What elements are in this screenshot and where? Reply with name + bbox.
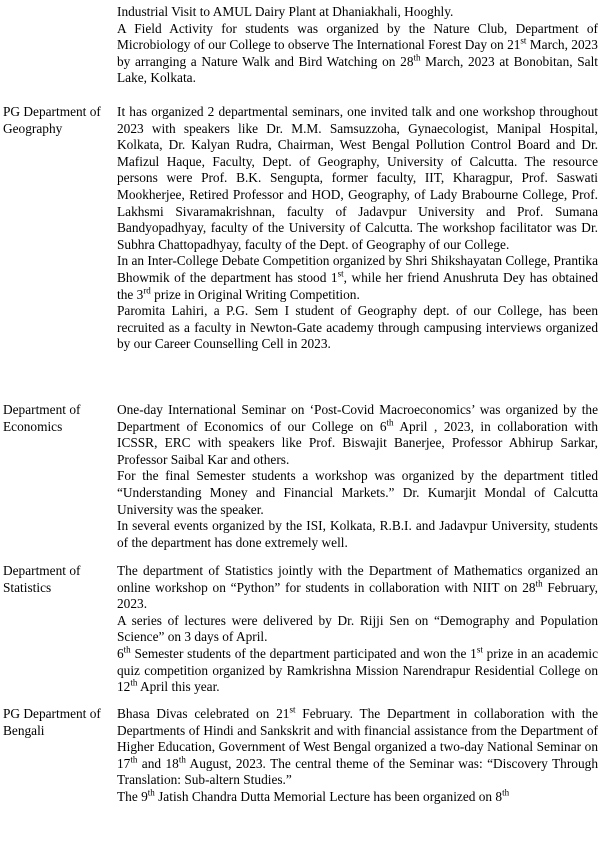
text-run: A Field Activity for students was organized by the Nature Club, Department of Microbiology of our College to observe The International Forest Day on 21: [117, 20, 598, 53]
superscript: rd: [143, 285, 151, 296]
text-run: prize in Original Writing Competition.: [150, 286, 360, 302]
department-label: PG Department of Bengali: [3, 706, 101, 738]
superscript: st: [520, 35, 527, 46]
department-label: PG Department of Geography: [3, 104, 101, 136]
paragraph: [117, 789, 598, 806]
superscript: th: [130, 677, 138, 688]
paragraph: [117, 518, 598, 551]
text-run: August, 2023. The central theme of the Seminar was: “Discovery Through Translation: Sub-altern Studies.”: [117, 755, 598, 788]
superscript: th: [413, 52, 421, 63]
text-run: For the final Semester students a workshop was organized by the department titled “Understanding Money and Financial Markets.” Dr. Kumarjit Mondal of Calcutta University was the speaker.: [117, 468, 598, 517]
section-body: [117, 706, 598, 806]
paragraph: [117, 104, 598, 253]
text-run: The 9: [117, 788, 148, 804]
paragraph: [117, 706, 598, 789]
superscript: th: [130, 754, 138, 765]
paragraph: [117, 253, 598, 303]
paragraph: [117, 468, 598, 518]
text-run: , while her friend Anushruta Dey has obtained the 3: [117, 269, 598, 302]
text-run: March, 2023 at Bonobitan, Salt Lake, Kolkata.: [117, 53, 599, 86]
paragraph: [117, 21, 598, 87]
department-label: Department of Economics: [3, 402, 81, 434]
text-run: prize in an academic quiz competition organized by Ramkrishna Mission Narendrapur Residential College on 12: [117, 645, 598, 695]
superscript: th: [178, 754, 186, 765]
text-run: February, 2023.: [117, 579, 599, 612]
text-run: April this year.: [137, 679, 220, 695]
superscript: th: [502, 787, 510, 798]
section-body: [117, 402, 598, 551]
paragraph: [117, 563, 598, 613]
text-run: March, 2023 by arranging a Nature Walk and Bird Watching on 28: [117, 37, 598, 69]
text-run: Paromita Lahiri, a P.G. Sem I student of Geography dept. of our College, has been recruited as a faculty in Newton-Gate academy through campusing interviews organized by our Career Counselling Cell in 2023.: [117, 303, 598, 352]
text-run: April , 2023, in collaboration with ICSSR, ERC with speakers like Prof. Biswajit Banerjee, Professor Abhirup Sarkar, Professor Saibal Kar and others.: [117, 418, 598, 467]
superscript: th: [386, 417, 394, 428]
superscript: th: [147, 787, 155, 798]
paragraph: [117, 613, 598, 646]
section-body: [117, 563, 598, 696]
superscript: st: [476, 644, 483, 655]
department-label: Department of Statistics: [3, 563, 81, 595]
text-run: Bhasa Divas celebrated on 21: [117, 706, 290, 721]
text-run: Semester students of the department participated and won the 1: [130, 645, 477, 661]
text-run: and 18: [137, 755, 179, 771]
section-body: [117, 104, 598, 353]
text-run: In several events organized by the ISI, Kolkata, R.B.I. and Jadavpur University, students of the department has done extremely well.: [117, 518, 598, 550]
superscript: th: [535, 578, 543, 589]
text-run: A series of lectures were delivered by Dr. Rijji Sen on “Demography and Population Science” on 3 days of April.: [117, 612, 598, 645]
text-run: In an Inter-College Debate Competition organized by Shri Shikshayatan College, Prantika Bhowmik of the department has stood 1: [117, 253, 598, 285]
superscript: th: [123, 644, 131, 655]
paragraph: [117, 4, 598, 21]
paragraph: [117, 646, 598, 696]
superscript: st: [337, 268, 344, 279]
continued-body: [117, 4, 598, 87]
text-run: One-day International Seminar on ‘Post-Covid Macroeconomics’ was organized by the Department of Economics of our College on 6: [117, 402, 598, 434]
text-run: Jatish Chandra Dutta Memorial Lecture has been organized on 8: [154, 788, 503, 804]
text-run: The department of Statistics jointly with the Department of Mathematics organized an online workshop on “Python” for students in collaboration with NIIT on 28: [117, 563, 598, 595]
paragraph: [117, 303, 598, 353]
paragraph: [117, 402, 598, 468]
superscript: st: [289, 704, 296, 715]
text-run: Industrial Visit to AMUL Dairy Plant at Dhaniakhali, Hooghly.: [117, 4, 454, 19]
text-run: It has organized 2 departmental seminars, one invited talk and one workshop throughout 2023 with speakers like Dr. M.M. Samsuzzoha, Gynaecologist, Manipal Hospital, Kolkata, Dr. Kalyan Rudra, Chairman, West Bengal Pollution Control Board and Dr. Mafizul Haque, Faculty, Dept. of Geography, University of Calcutta. The resource persons were Prof. B.K. Sengupta, former faculty, IIT, Kharagpur, Prof. Saswati Mookherjee, Retired Professor and HOD, Geography, of Lady Brabourne College, Prof. Lakhsmi Sivaramakrishnan, faculty of Jadavpur University and Prof. Sumana Bandyopadhyay, faculty of the University of Calcutta. The workshop facilitator was Dr. Subhra Chattopadhyay, faculty of the Dept. of Geography of our College.: [117, 104, 598, 252]
text-run: 6: [117, 645, 124, 661]
text-run: February. The Department in collaboration with the Departments of Hindi and Sankskrit and with financial assistance from the Department of Higher Education, Government of West Bengal organized a two-day National Seminar on 17: [117, 706, 598, 771]
